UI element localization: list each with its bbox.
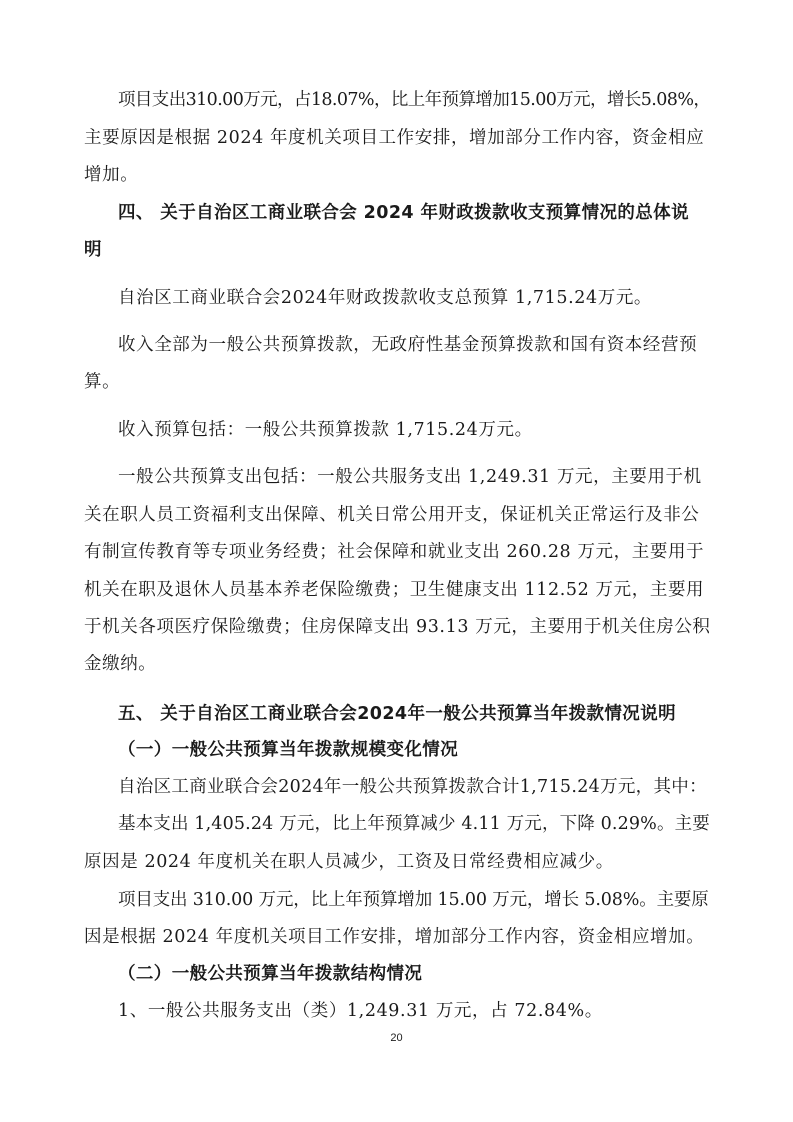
para-total-budget: 自治区工商业联合会2024年财政拨款收支总预算 1,715.24万元。 xyxy=(118,288,653,308)
page-number: 20 xyxy=(390,1032,403,1044)
para-expenditure-line-3: 有制宣传教育等专项业务经费；社会保障和就业支出 260.28 万元，主要用于 xyxy=(84,542,705,562)
subheading-structure: （二）一般公共预算当年拨款结构情况 xyxy=(118,964,423,984)
para-income-budget: 收入预算包括：一般公共预算拨款 1,715.24万元。 xyxy=(118,420,533,440)
para-income-source-line-2: 算。 xyxy=(84,372,121,392)
para-project-spending-line-1: 项目支出310.00万元，占18.07%，比上年预算增加15.00万元，增长5.08%， xyxy=(118,90,711,110)
heading-section-5: 五、 关于自治区工商业联合会2024年一般公共预算当年拨款情况说明 xyxy=(118,704,676,724)
para-appropriation-line-2: 基本支出 1,405.24 万元，比上年预算减少 4.11 万元，下降 0.29%。主要 xyxy=(118,814,710,834)
para-income-source-line-1: 收入全部为一般公共预算拨款，无政府性基金预算拨款和国有资本经营预 xyxy=(118,335,698,355)
para-expenditure-line-4: 机关在职及退休人员基本养老保险缴费；卫生健康支出 112.52 万元，主要用 xyxy=(84,580,705,600)
para-project-spending-line-2: 主要原因是根据 2024 年度机关项目工作安排，增加部分工作内容，资金相应 xyxy=(84,128,705,148)
para-appropriation-line-3: 原因是 2024 年度机关在职人员减少，工资及日常经费相应减少。 xyxy=(84,852,614,872)
subheading-scale-change: （一）一般公共预算当年拨款规模变化情况 xyxy=(118,740,459,760)
para-project-spending-line-3: 增加。 xyxy=(84,165,139,185)
para-expenditure-line-2: 关在职人员工资福利支出保障、机关日常公用开支，保证机关正常运行及非公 xyxy=(84,505,700,525)
para-public-service-item: 1、一般公共服务支出（类）1,249.31 万元，占 72.84%。 xyxy=(118,1001,603,1021)
para-project-change-line-1: 项目支出 310.00 万元，比上年预算增加 15.00 万元，增长 5.08%。主要原 xyxy=(118,890,709,910)
heading-section-4-line-1: 四、 关于自治区工商业联合会 2024 年财政拨款收支预算情况的总体说 xyxy=(118,203,689,223)
para-expenditure-line-1: 一般公共预算支出包括：一般公共服务支出 1,249.31 万元，主要用于机 xyxy=(118,467,702,487)
para-appropriation-line-1: 自治区工商业联合会2024年一般公共预算拨款合计1,715.24万元，其中： xyxy=(118,777,707,797)
para-expenditure-line-5: 于机关各项医疗保险缴费；住房保障支出 93.13 万元，主要用于机关住房公积 xyxy=(84,617,711,637)
heading-section-4-line-2: 明 xyxy=(84,240,102,260)
para-expenditure-line-6: 金缴纳。 xyxy=(84,654,157,674)
para-project-change-line-2: 因是根据 2024 年度机关项目工作安排，增加部分工作内容，资金相应增加。 xyxy=(84,927,705,947)
